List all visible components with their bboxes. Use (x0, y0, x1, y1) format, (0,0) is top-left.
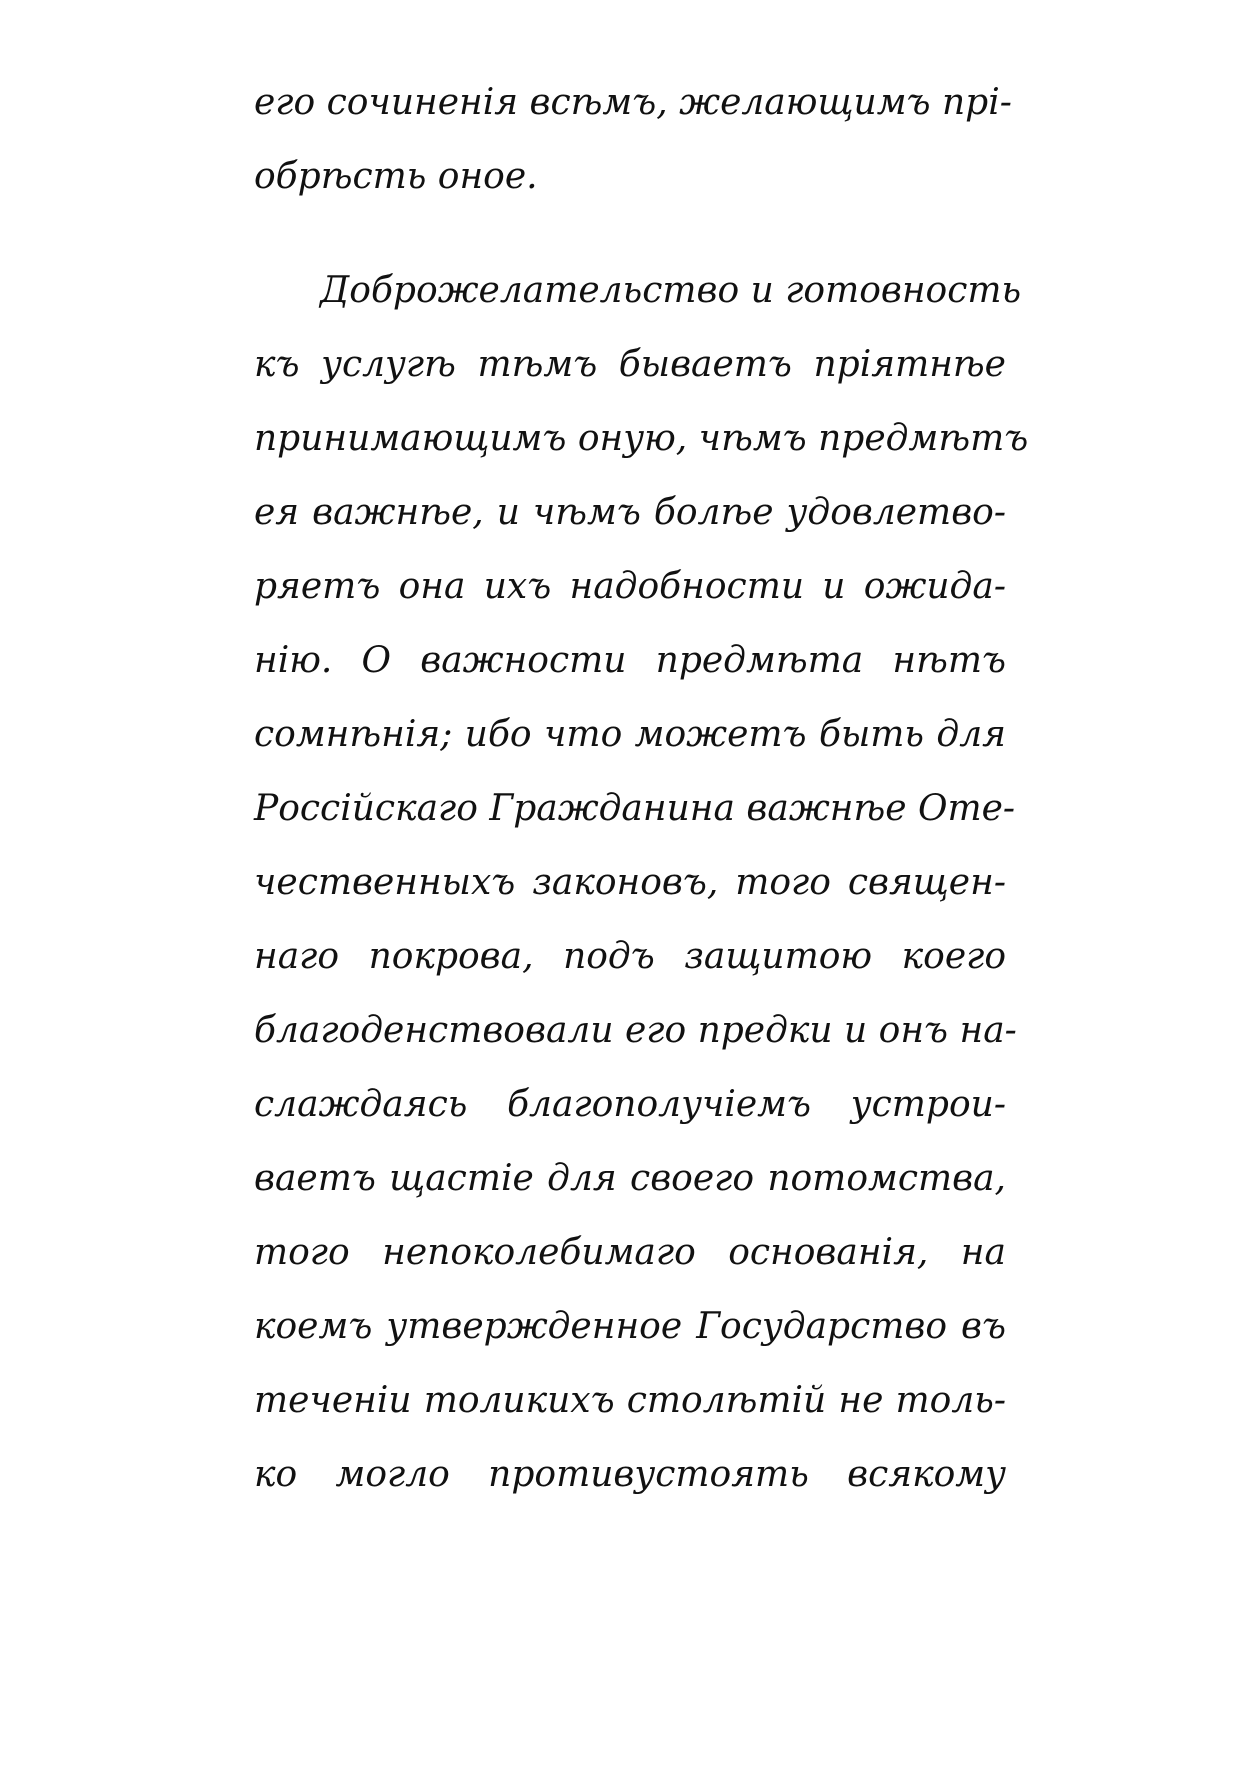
text-line: нію. О важности предмѣта нѣтъ (254, 640, 1006, 681)
text-line: чественныхъ законовъ, того священ- (254, 862, 1006, 903)
text-line: ко могло противустоять всякому (254, 1454, 1006, 1495)
text-line: его сочиненія всѣмъ, желающимъ прі- (254, 82, 1012, 123)
text-line: коемъ утвержденное Государство въ (254, 1306, 1006, 1347)
text-line: ваетъ щастіе для своего потомства, (254, 1158, 1006, 1199)
text-line: того непоколебимаго основанія, на (254, 1232, 1006, 1273)
text-line: ряетъ она ихъ надобности и ожида- (254, 566, 1006, 607)
text-line: слаждаясь благополучіемъ устрои- (254, 1084, 1006, 1125)
text-line: Россійскаго Гражданина важнѣе Оте- (254, 788, 1016, 829)
text-line: наго покрова, подъ защитою коего (254, 936, 1006, 977)
text-line: благоденствовали его предки и онъ на- (254, 1010, 1017, 1051)
paragraph-continuation (254, 66, 1012, 214)
text-line: Доброжелательство и готовность (320, 270, 1022, 311)
text-line: ея важнѣе, и чѣмъ болѣе удовлетво- (254, 492, 1006, 533)
paragraph-main (254, 254, 1029, 1514)
text-line: сомнѣнія; ибо что можетъ быть для (254, 714, 1006, 755)
text-line: къ услугѣ тѣмъ бываетъ пріятнѣе (254, 344, 1006, 385)
text-line: обрѣсть оное. (254, 156, 538, 197)
text-line: принимающимъ оную, чѣмъ предмѣтъ (254, 418, 1029, 459)
text-line: теченіи толикихъ столѣтій не толь- (254, 1380, 1006, 1421)
